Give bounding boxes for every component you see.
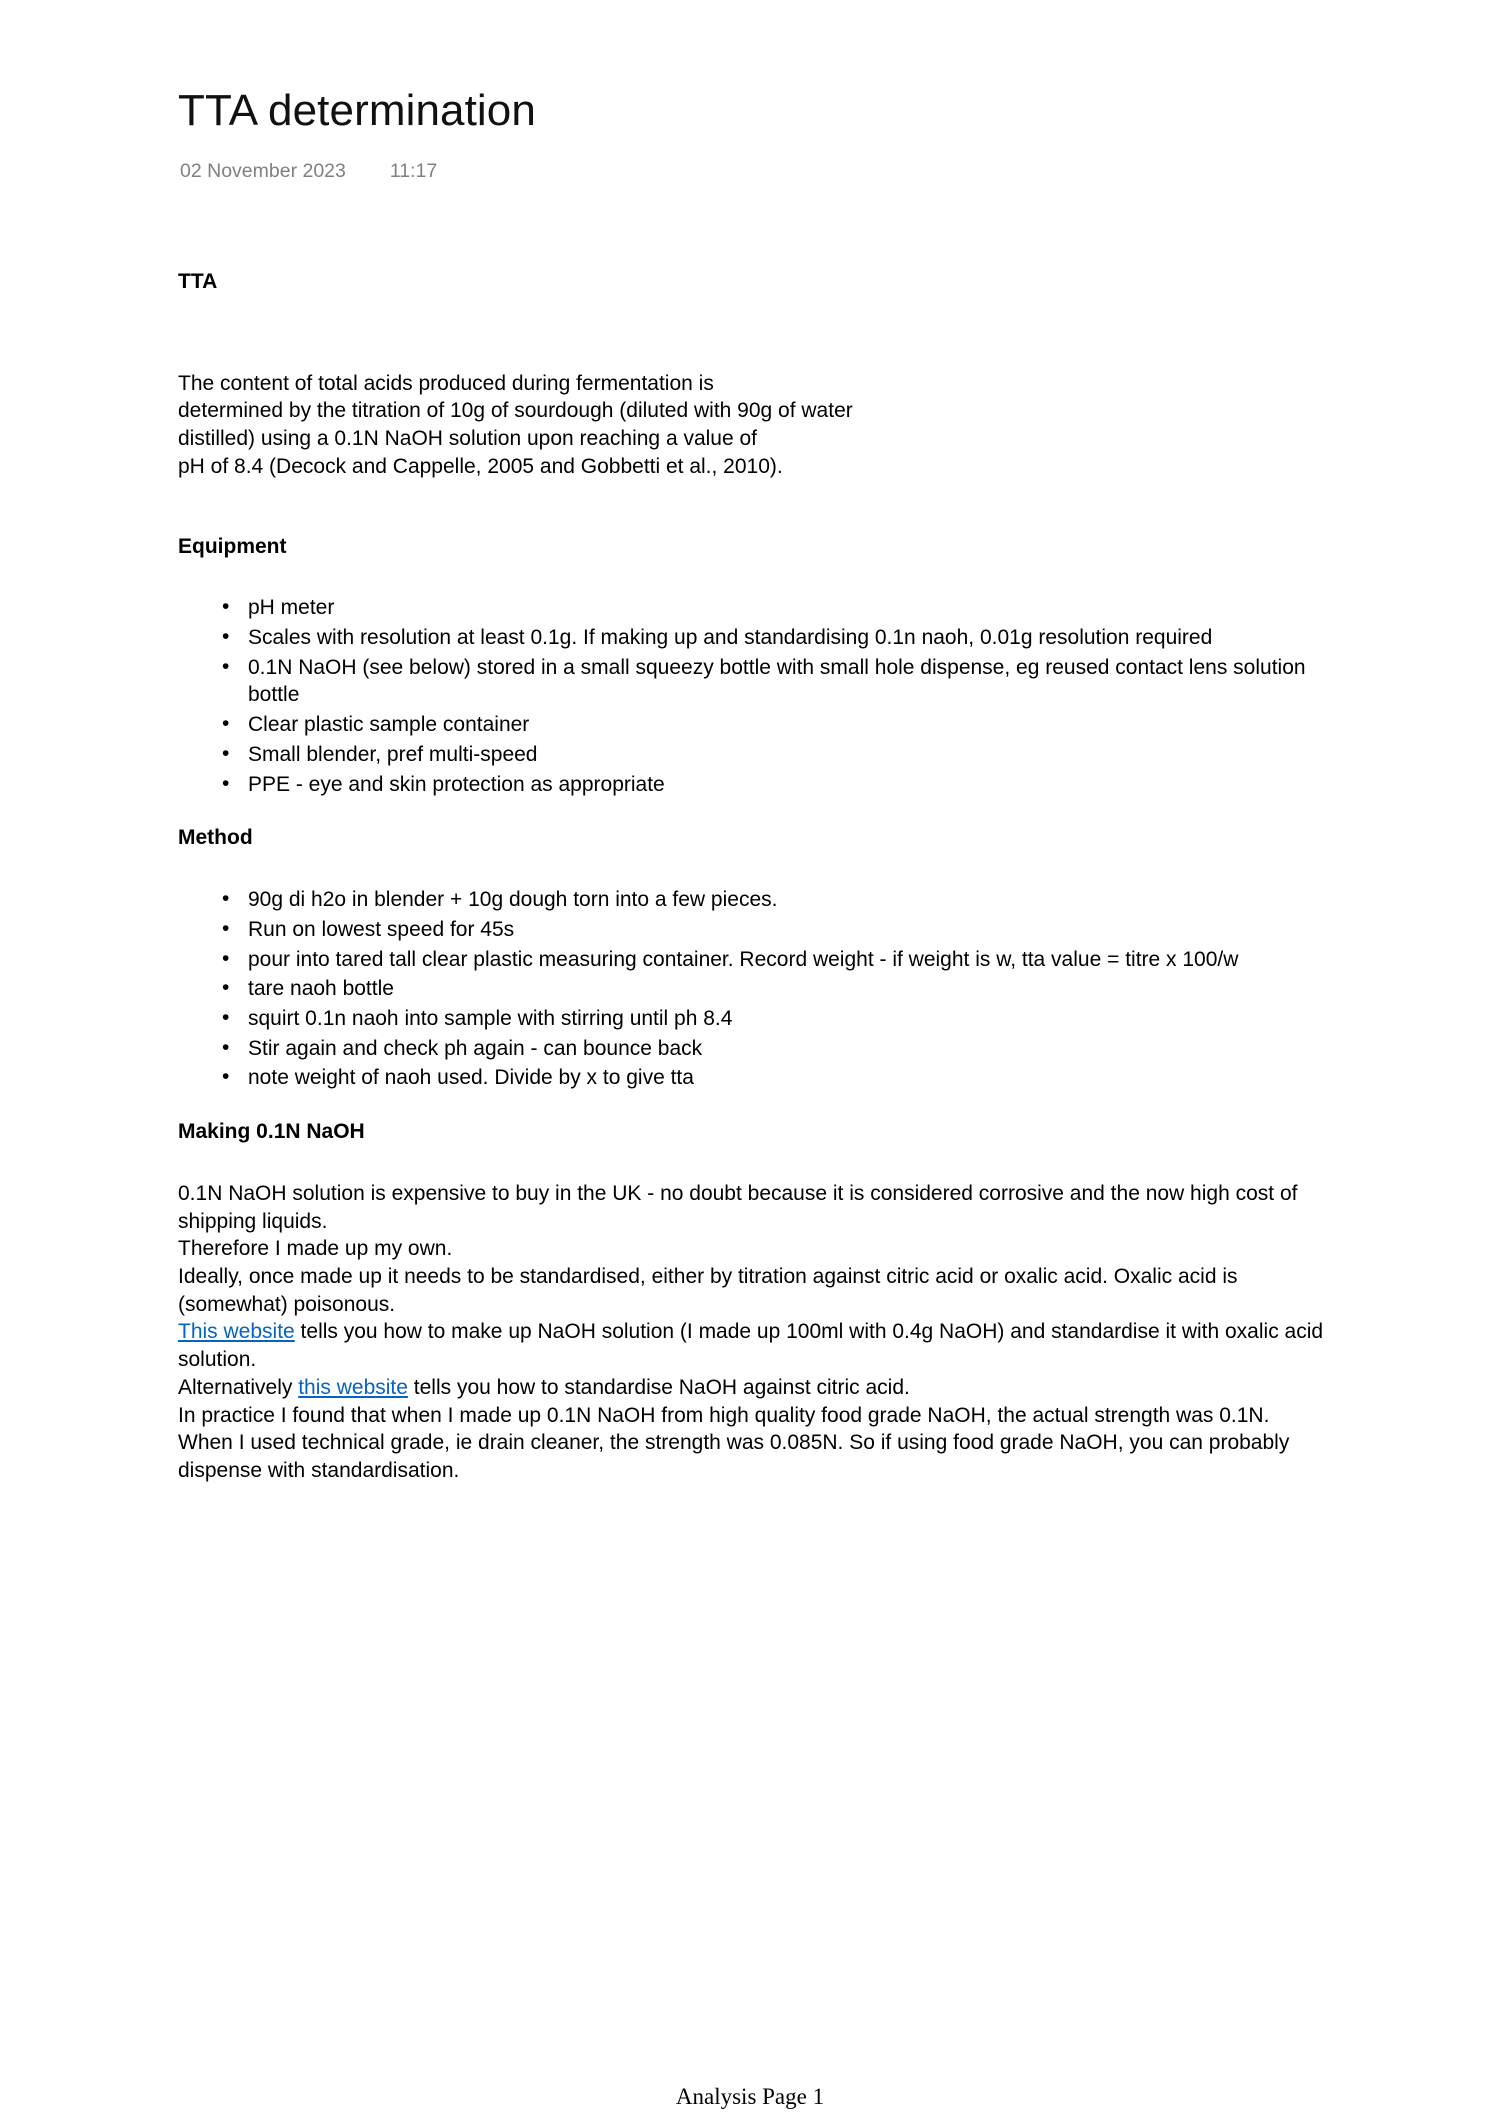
paragraph-making-naoh-3: Ideally, once made up it needs to be standardised, either by titration against citric acid or oxalic acid. Oxalic acid is (somewhat) poisonous. [178, 1264, 1238, 1316]
paragraph-making-naoh-1: 0.1N NaOH solution is expensive to buy in the UK - no doubt because it is considered corrosive and the now high cost of shipping liquids. [178, 1181, 1298, 1233]
paragraph-making-naoh-4 [178, 1318, 1328, 1373]
list-item: • pour into tared tall clear plastic measuring container. Record weight - if weight is w, tta value = titre x 100/w [178, 946, 1328, 974]
list-item: • Run on lowest speed for 45s [178, 916, 1328, 944]
paragraph-making-naoh-2: Therefore I made up my own. [178, 1237, 453, 1261]
list-item: • Small blender, pref multi-speed [178, 741, 1328, 769]
paragraph-making-naoh-4-text: tells you how to make up NaOH solution (I made up 100ml with 0.4g NaOH) and standardise it with oxalic acid solution. [178, 1320, 1324, 1372]
method-list [178, 886, 1328, 1092]
tta-intro-line-2: determined by the titration of 10g of sourdough (diluted with 90g of water [178, 399, 853, 423]
document-time: 11:17 [389, 160, 438, 182]
list-item: • 0.1N NaOH (see below) stored in a small squeezy bottle with small hole dispense, eg reused contact lens solution bottle [178, 654, 1328, 709]
paragraph-making-naoh-6: In practice I found that when I made up 0.1N NaOH from high quality food grade NaOH, the actual strength was 0.1N. When I used technical grade, ie drain cleaner, the strength was 0.085N. So if using food grade NaOH, you can probably dispense with standardisation. [178, 1403, 1290, 1482]
paragraph-tta-intro [178, 370, 1328, 481]
page-footer: Analysis Page 1 [675, 2084, 825, 2109]
document-body [178, 268, 1328, 1485]
list-item: • Clear plastic sample container [178, 711, 1328, 739]
equipment-list [178, 594, 1328, 798]
document-date: 02 November 2023 [180, 160, 346, 182]
document-meta [180, 160, 437, 183]
list-item: • pH meter [178, 594, 1328, 622]
list-item: • 90g di h2o in blender + 10g dough torn into a few pieces. [178, 886, 1328, 914]
link-this-website-secondary[interactable]: this website [298, 1375, 408, 1399]
tta-intro-line-3: distilled) using a 0.1N NaOH solution upon reaching a value of [178, 427, 758, 451]
heading-tta: TTA [178, 270, 218, 293]
list-item: • Scales with resolution at least 0.1g. If making up and standardising 0.1n naoh, 0.01g resolution required [178, 624, 1328, 652]
heading-method: Method [178, 826, 253, 850]
heading-making-naoh: Making 0.1N NaOH [178, 1120, 365, 1144]
tta-intro-line-1: The content of total acids produced during fermentation is [178, 371, 714, 395]
tta-intro-line-4: pH of 8.4 (Decock and Cappelle, 2005 and Gobbetti et al., 2010). [178, 454, 783, 478]
heading-equipment: Equipment [178, 534, 287, 558]
paragraph-making-naoh-5-suffix: tells you how to standardise NaOH against citric acid. [407, 1375, 910, 1399]
list-item: • note weight of naoh used. Divide by x to give tta [178, 1064, 1328, 1092]
paragraph-making-naoh-5 [178, 1374, 1328, 1402]
page-title: TTA determination [178, 86, 536, 135]
list-item: • Stir again and check ph again - can bounce back [178, 1035, 1328, 1063]
list-item: • PPE - eye and skin protection as appropriate [178, 771, 1328, 799]
paragraph-making-naoh-5-prefix: Alternatively [178, 1375, 299, 1399]
link-this-website-primary[interactable]: This website [178, 1320, 295, 1344]
list-item: • tare naoh bottle [178, 975, 1328, 1003]
list-item: • squirt 0.1n naoh into sample with stirring until ph 8.4 [178, 1005, 1328, 1033]
